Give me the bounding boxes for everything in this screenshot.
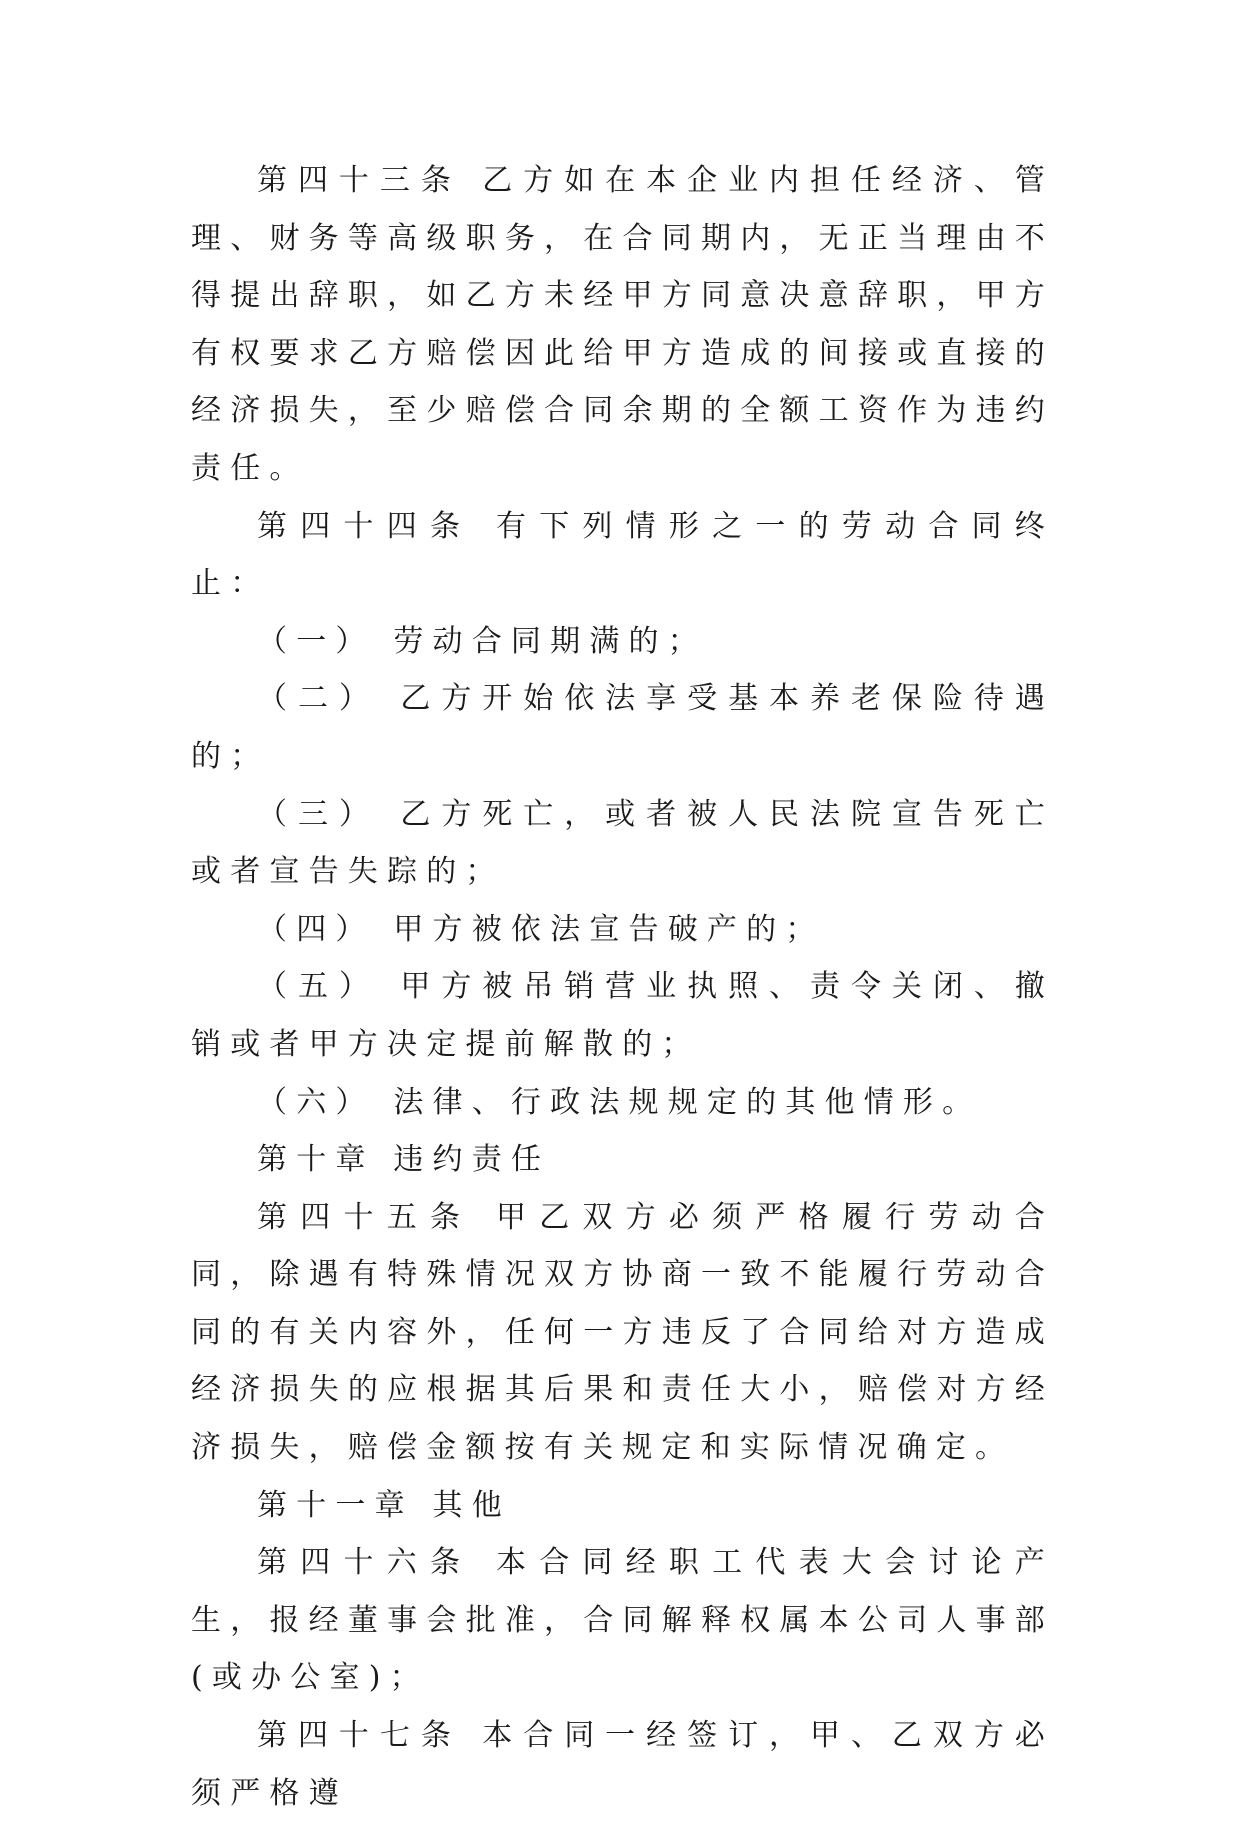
chapter-heading-11: 第十一章 其他 <box>257 1487 511 1523</box>
list-item-termination-3: （三） 乙方死亡，或者被人民法院宣告死亡或者宣告失踪的； <box>191 796 1054 890</box>
document-body <box>191 152 1054 1822</box>
list-item-termination-4: （四） 甲方被依法宣告破产的； <box>257 911 825 947</box>
paragraph-article-47: 第四十七条 本合同一经签订，甲、乙双方必须严格遵 <box>191 1718 1054 1811</box>
paragraph-article-45: 第四十五条 甲乙双方必须严格履行劳动合同，除遇有特殊情况双方协商一致不能履行劳动合同的有关内容外，任何一方违反了合同给对方造成经济损失的应根据其后果和责任大小，赔偿对方经济损失，赔偿金额按有关规定和实际情况确定。 <box>191 1199 1054 1466</box>
paragraph-article-44: 第四十四条 有下列情形之一的劳动合同终止： <box>191 508 1054 602</box>
paragraph-article-43: 第四十三条 乙方如在本企业内担任经济、管理、财务等高级职务，在合同期内，无正当理由不得提出辞职，如乙方未经甲方同意决意辞职，甲方有权要求乙方赔偿因此给甲方造成的间接或直接的经济损失，至少赔偿合同余期的全额工资作为违约责任。 <box>191 163 1054 486</box>
list-item-termination-6: （六） 法律、行政法规规定的其他情形。 <box>257 1084 982 1120</box>
list-item-termination-2: （二） 乙方开始依法享受基本养老保险待遇的； <box>191 681 1054 774</box>
chapter-heading-10: 第十章 违约责任 <box>257 1142 551 1178</box>
paragraph-article-46: 第四十六条 本合同经职工代表大会讨论产生，报经董事会批准，合同解释权属本公司人事部(或办公室)； <box>191 1545 1054 1696</box>
list-item-termination-5: （五） 甲方被吊销营业执照、责令关闭、撤销或者甲方决定提前解散的； <box>191 969 1054 1062</box>
list-item-termination-1: （一） 劳动合同期满的； <box>257 623 707 659</box>
